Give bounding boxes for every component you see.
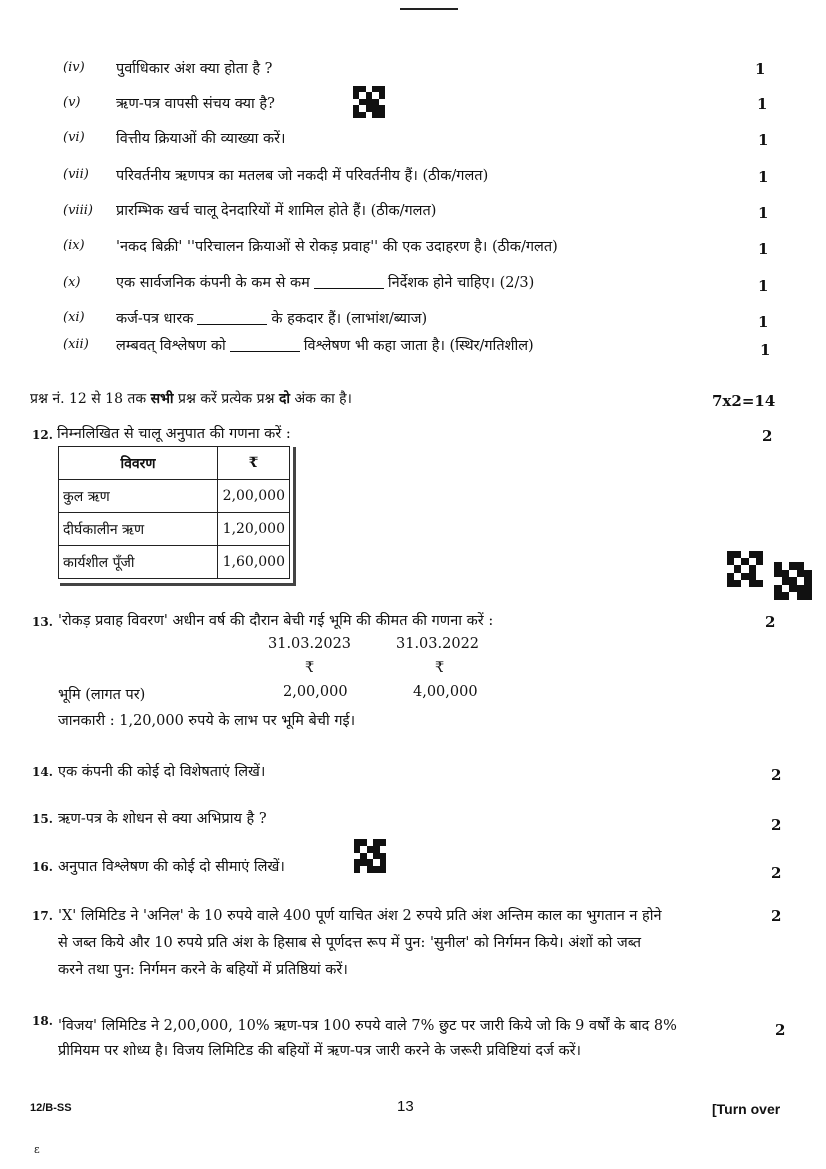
table-header-row: [59, 447, 290, 480]
section-instruction-two: दो: [278, 391, 290, 407]
question-text-line: 'X' लिमिटिड ने 'अनिल' के 10 रुपये वाले 400 पूर्ण याचित अंश 2 रुपये प्रति अंश अन्तिम काल का भुगतान न होने: [58, 908, 662, 924]
mcq-marks: 1: [758, 240, 769, 258]
mcq-text-pre: एक सार्वजनिक कंपनी के कम से कम: [116, 275, 310, 291]
mcq-number: (x): [63, 275, 81, 290]
qr-code-icon: [353, 86, 385, 118]
currency-symbol: ₹: [435, 660, 445, 676]
mcq-marks: 1: [755, 60, 766, 78]
question-marks: 2: [771, 766, 782, 784]
section-instruction: [30, 389, 352, 408]
mcq-marks: 1: [758, 204, 769, 222]
qr-code-icon: [727, 551, 763, 587]
question-text-line: से जब्त किये और 10 रुपये प्रति अंश के हिसाब से पूर्णदत्त रूप में पुन: 'सुनील' को निर्गमन किये। अंशों को जब्त: [58, 935, 641, 951]
column-date-2022: 31.03.2022: [396, 636, 480, 652]
question-text: निम्नलिखित से चालू अनुपात की गणना करें :: [57, 426, 291, 442]
additional-info: जानकारी : 1,20,000 रुपये के लाभ पर भूमि बेची गई।: [58, 713, 356, 729]
section-instruction-mid: प्रश्न करें प्रत्येक प्रश्न: [178, 391, 275, 407]
mcq-marks: 1: [758, 277, 769, 295]
mcq-marks: 1: [758, 168, 769, 186]
question-text-line: 'विजय' लिमिटिड ने 2,00,000, 10% ऋण-पत्र 100 रुपये वाले 7% छुट पर जारी किये जो कि 9 वर्षों के बाद 8%: [58, 1018, 677, 1034]
current-ratio-table: [58, 446, 290, 579]
mcq-number: (xii): [63, 337, 89, 352]
mcq-text-post: के हकदार हैं। (लाभांश/ब्याज): [271, 311, 428, 327]
table-cell: दीर्घकालीन ऋण: [59, 513, 218, 546]
question-number: 13.: [32, 615, 53, 629]
mcq-text-pre: लम्बवत् विश्लेषण को: [116, 338, 226, 354]
question-marks: 2: [771, 864, 782, 882]
question-marks: 2: [771, 816, 782, 834]
mcq-text: [116, 272, 534, 292]
land-value-2023: 2,00,000: [283, 684, 348, 700]
mcq-text: प्रारम्भिक खर्च चालू देनदारियों में शामिल होते हैं। (ठीक/गलत): [116, 203, 437, 219]
table-cell: कुल ऋण: [59, 480, 218, 513]
question-text: अनुपात विश्लेषण की कोई दो सीमाएं लिखें।: [58, 859, 285, 875]
table-cell: 1,60,000: [218, 546, 290, 579]
question-text: एक कंपनी की कोई दो विशेषताएं लिखें।: [58, 764, 266, 780]
table-header: विवरण: [59, 447, 218, 480]
section-marks: 7x2=14: [712, 392, 776, 410]
mcq-marks: 1: [758, 313, 769, 331]
mcq-number: (vii): [63, 167, 89, 182]
section-instruction-all: सभी: [150, 391, 174, 407]
fill-blank: [230, 351, 300, 352]
mcq-marks: 1: [760, 341, 771, 359]
mcq-text: परिवर्तनीय ऋणपत्र का मतलब जो नकदी में परिवर्तनीय हैं। (ठीक/गलत): [116, 168, 489, 184]
fill-blank: [197, 324, 267, 325]
table-header: ₹: [218, 447, 290, 480]
question-text: 'रोकड़ प्रवाह विवरण' अधीन वर्ष की दौरान बेची गई भूमि की कीमत की गणना करें :: [58, 613, 494, 629]
table-cell: कार्यशील पूँजी: [59, 546, 218, 579]
mcq-text-post: निर्देशक होने चाहिए। (2/3): [387, 275, 535, 291]
question-number: 12.: [32, 428, 53, 442]
page-number: 13: [397, 1098, 414, 1115]
table-cell: 1,20,000: [218, 513, 290, 546]
mcq-number: (viii): [63, 203, 93, 218]
qr-code-icon: [774, 562, 812, 600]
table-row: [59, 480, 290, 513]
mcq-number: (vi): [63, 130, 85, 145]
section-instruction-post: अंक का है।: [294, 391, 352, 407]
mcq-text: 'नकद बिक्री' ''परिचालन क्रियाओं से रोकड़ प्रवाह'' की एक उदाहरण है। (ठीक/गलत): [116, 239, 558, 255]
mcq-text: ऋण-पत्र वापसी संचय क्या है?: [116, 96, 275, 112]
question-marks: 2: [775, 1021, 786, 1039]
mcq-text: वित्तीय क्रियाओं की व्याख्या करें।: [116, 131, 286, 147]
question-marks: 2: [771, 907, 782, 925]
section-instruction-pre: प्रश्न नं. 12 से 18 तक: [30, 391, 147, 407]
question-number: 17.: [32, 909, 53, 923]
mcq-text: पुर्वाधिकार अंश क्या होता है ?: [116, 61, 273, 77]
question-marks: 2: [765, 613, 776, 631]
paper-code: 12/B-SS: [30, 1102, 72, 1114]
question-number: 18.: [32, 1014, 53, 1028]
mcq-text: [116, 335, 534, 355]
turn-over-label: [Turn over: [712, 1101, 781, 1117]
mcq-number: (xi): [63, 310, 85, 325]
top-rule: [400, 8, 458, 10]
land-label: भूमि (लागत पर): [58, 687, 146, 703]
mcq-number: (ix): [63, 238, 85, 253]
column-date-2023: 31.03.2023: [268, 636, 352, 652]
mcq-text-post: विश्लेषण भी कहा जाता है। (स्थिर/गतिशील): [303, 338, 534, 354]
mcq-number: (iv): [63, 60, 85, 75]
question-text: ऋण-पत्र के शोधन से क्या अभिप्राय है ?: [58, 811, 267, 827]
question-number: 16.: [32, 860, 53, 874]
fill-blank: [314, 288, 384, 289]
question-marks: 2: [762, 427, 773, 445]
table-row: [59, 513, 290, 546]
corner-mark: ε: [34, 1143, 40, 1156]
question-text-line: करने तथा पुन: निर्गमन करने के बहियों में प्रतिष्ठियां करें।: [58, 962, 348, 978]
table-cell: 2,00,000: [218, 480, 290, 513]
question-number: 15.: [32, 812, 53, 826]
land-value-2022: 4,00,000: [413, 684, 478, 700]
table-row: [59, 546, 290, 579]
currency-symbol: ₹: [305, 660, 315, 676]
question-number: 14.: [32, 765, 53, 779]
question-text-line: प्रीमियम पर शोध्य है। विजय लिमिटिड की बहियों में ऋण-पत्र जारी करने के जरूरी प्रविष्टियां दर्ज करें।: [58, 1043, 582, 1059]
mcq-marks: 1: [757, 95, 768, 113]
mcq-text-pre: कर्ज-पत्र धारक: [116, 311, 194, 327]
mcq-number: (v): [63, 95, 81, 110]
mcq-text: [116, 308, 427, 328]
mcq-marks: 1: [758, 131, 769, 149]
qr-code-icon: [354, 839, 386, 873]
